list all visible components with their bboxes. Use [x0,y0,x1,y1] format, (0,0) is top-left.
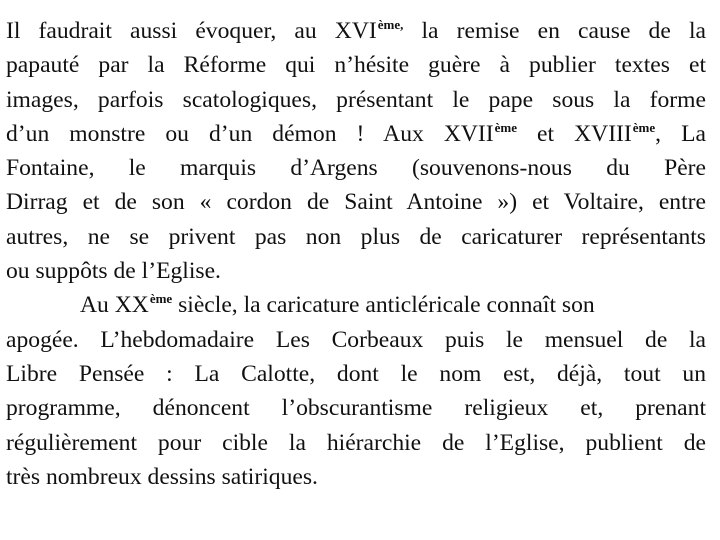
text-line [6,426,706,460]
text-line [6,357,706,391]
text-line [6,185,706,219]
text-segment: Au XX [80,292,149,319]
text-segment: la remise en cause de la [403,18,706,44]
text-segment: Libre Pensée : La Calotte, dont le nom est, déjà, tout un [6,360,706,387]
text-segment: ou suppôts de l’Eglise. [6,258,221,285]
text-line [6,391,706,425]
text-line [6,254,706,288]
text-segment: autres, ne se privent pas non plus de caricaturer représentants [6,223,706,250]
text-segment: et XVIII [517,120,632,147]
text-segment: Il faudrait aussi évoquer, au XVI [6,18,377,44]
document-page [6,14,706,494]
text-segment: siècle, la caricature anticléricale connaît son [172,292,595,319]
text-segment: programme, dénoncent l’obscurantisme religieux et, prenant [6,395,706,422]
text-line [6,117,706,151]
text-segment: régulièrement pour cible la hiérarchie de l’Eglise, publient de [6,429,706,456]
text-line [6,220,706,254]
superscript-ordinal: ème [494,119,517,135]
text-line [6,83,706,117]
text-segment: , La [655,120,706,147]
text-segment: Fontaine, le marquis d’Argens (souvenons-nous du Père [6,155,706,182]
superscript-ordinal: ème [149,291,173,307]
superscript-ordinal: ème [632,119,656,135]
text-line [6,151,706,185]
text-segment: apogée. L’hebdomadaire Les Corbeaux puis le mensuel de la [6,326,706,353]
superscript-ordinal: ème, [377,17,404,32]
text-line-indented [6,288,706,322]
text-segment: d’un monstre ou d’un démon ! Aux XVII [6,120,494,147]
text-segment: Dirrag et de son « cordon de Saint Antoine ») et Voltaire, entre [6,189,706,216]
text-segment: très nombreux dessins satiriques. [6,463,318,490]
text-line [6,48,706,82]
text-segment: images, parfois scatologiques, présentant le pape sous la forme [6,86,706,113]
text-line [6,14,706,48]
text-line [6,323,706,357]
text-line [6,460,706,494]
text-segment: papauté par la Réforme qui n’hésite guère à publier textes et [6,52,706,79]
